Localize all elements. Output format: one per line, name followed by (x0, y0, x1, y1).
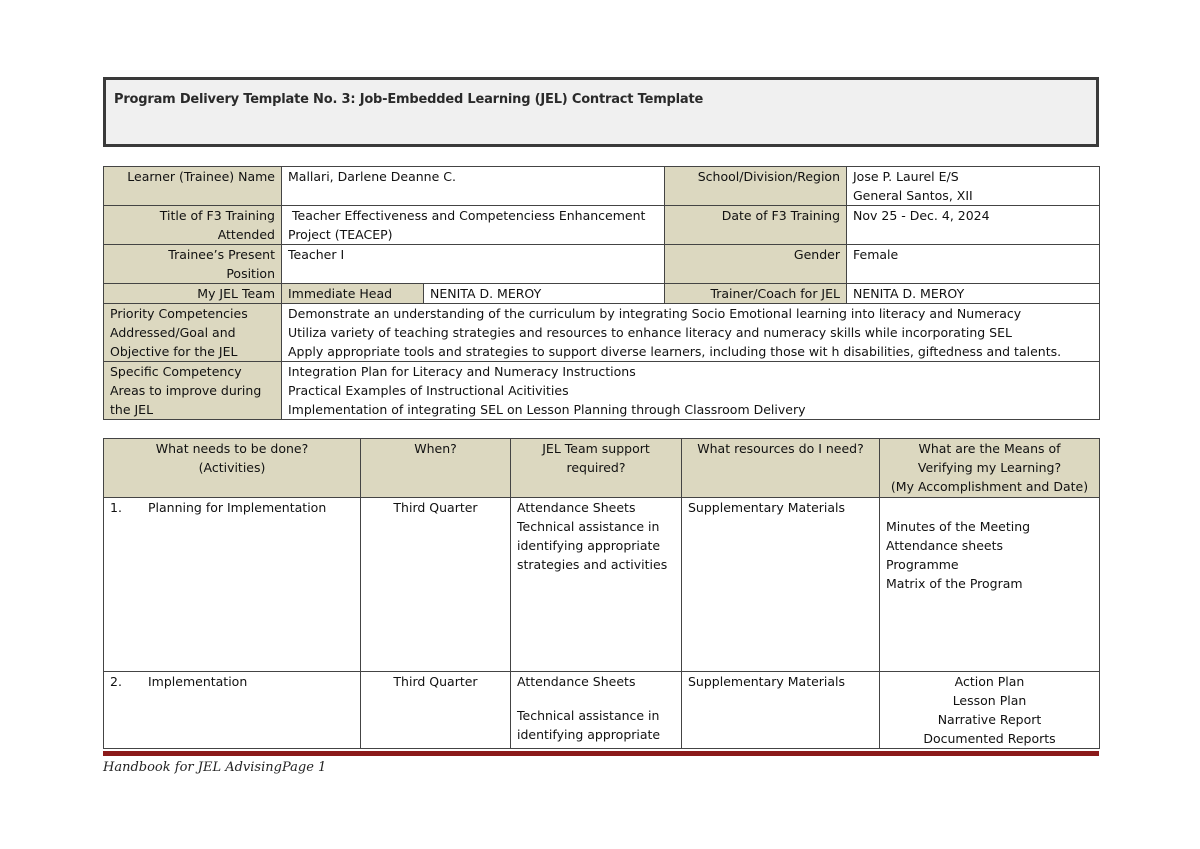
activity-cell: 1. Planning for Implementation (104, 498, 361, 672)
school-label: School/Division/Region (665, 167, 847, 206)
gender-value: Female (847, 245, 1100, 284)
support-cell: Attendance Sheets Technical assistance in identifying appropriate (511, 672, 682, 749)
school-value (847, 167, 1100, 206)
learner-name-value: Mallari, Darlene Deanne C. (282, 167, 665, 206)
means-cell: Action Plan Lesson Plan Narrative Report Documented Reports (880, 672, 1100, 749)
school-value-line-1: Jose P. Laurel E/S (853, 169, 959, 184)
gender-label: Gender (665, 245, 847, 284)
specific-competency-label: Specific Competency Areas to improve during the JEL (104, 362, 282, 420)
trainer-label: Trainer/Coach for JEL (665, 284, 847, 304)
training-title-label: Title of F3 Training Attended (104, 206, 282, 245)
training-title-value: Teacher Effectiveness and Competenciess Enhancement Project (TEACEP) (282, 206, 665, 245)
priority-competencies-label: Priority Competencies Addressed/Goal and Objective for the JEL (104, 304, 282, 362)
resources-cell: Supplementary Materials (682, 498, 880, 672)
training-date-label: Date of F3 Training (665, 206, 847, 245)
jel-plan-table (103, 438, 1100, 749)
table-row (104, 672, 1100, 749)
priority-item: Utiliza variety of teaching strategies and resources to enhance literacy and numeracy skills while incorporating SEL (288, 325, 1012, 340)
resources-cell: Supplementary Materials (682, 672, 880, 749)
page-title: Program Delivery Template No. 3: Job-Embedded Learning (JEL) Contract Template (114, 92, 704, 107)
footer-text: Handbook for JEL AdvisingPage 1 (103, 760, 327, 775)
immediate-head-label: Immediate Head (282, 284, 424, 304)
priority-competencies-value (282, 304, 1100, 362)
specific-item: Practical Examples of Instructional Acitivities (288, 383, 569, 398)
specific-item: Implementation of integrating SEL on Lesson Planning through Classroom Delivery (288, 402, 806, 417)
position-label: Trainee’s Present Position (104, 245, 282, 284)
when-cell: Third Quarter (361, 672, 511, 749)
priority-item: Demonstrate an understanding of the curriculum by integrating Socio Emotional learning into literacy and Numeracy (288, 306, 1022, 321)
training-date-value: Nov 25 - Dec. 4, 2024 (847, 206, 1100, 245)
when-cell: Third Quarter (361, 498, 511, 672)
immediate-head-value: NENITA D. MEROY (424, 284, 665, 304)
header-when: When? (361, 439, 511, 498)
school-value-line-2: General Santos, XII (853, 188, 973, 203)
title-box (103, 77, 1099, 147)
trainee-info-table (103, 166, 1100, 420)
means-cell: Minutes of the Meeting Attendance sheets Programme Matrix of the Program (880, 498, 1100, 672)
position-value: Teacher I (282, 245, 665, 284)
footer-rule (103, 751, 1099, 756)
jel-team-label: My JEL Team (104, 284, 282, 304)
table-row (104, 498, 1100, 672)
header-means: What are the Means of Verifying my Learning? (My Accomplishment and Date) (880, 439, 1100, 498)
header-support: JEL Team support required? (511, 439, 682, 498)
priority-item: Apply appropriate tools and strategies to support diverse learners, including those wit h disabilities, giftedness and talents. (288, 344, 1062, 359)
header-activities: What needs to be done? (Activities) (104, 439, 361, 498)
learner-name-label: Learner (Trainee) Name (104, 167, 282, 206)
specific-item: Integration Plan for Literacy and Numeracy Instructions (288, 364, 636, 379)
specific-competency-value (282, 362, 1100, 420)
trainer-value: NENITA D. MEROY (847, 284, 1100, 304)
header-resources: What resources do I need? (682, 439, 880, 498)
support-cell: Attendance Sheets Technical assistance in identifying appropriate strategies and activities (511, 498, 682, 672)
activity-cell: 2. Implementation (104, 672, 361, 749)
